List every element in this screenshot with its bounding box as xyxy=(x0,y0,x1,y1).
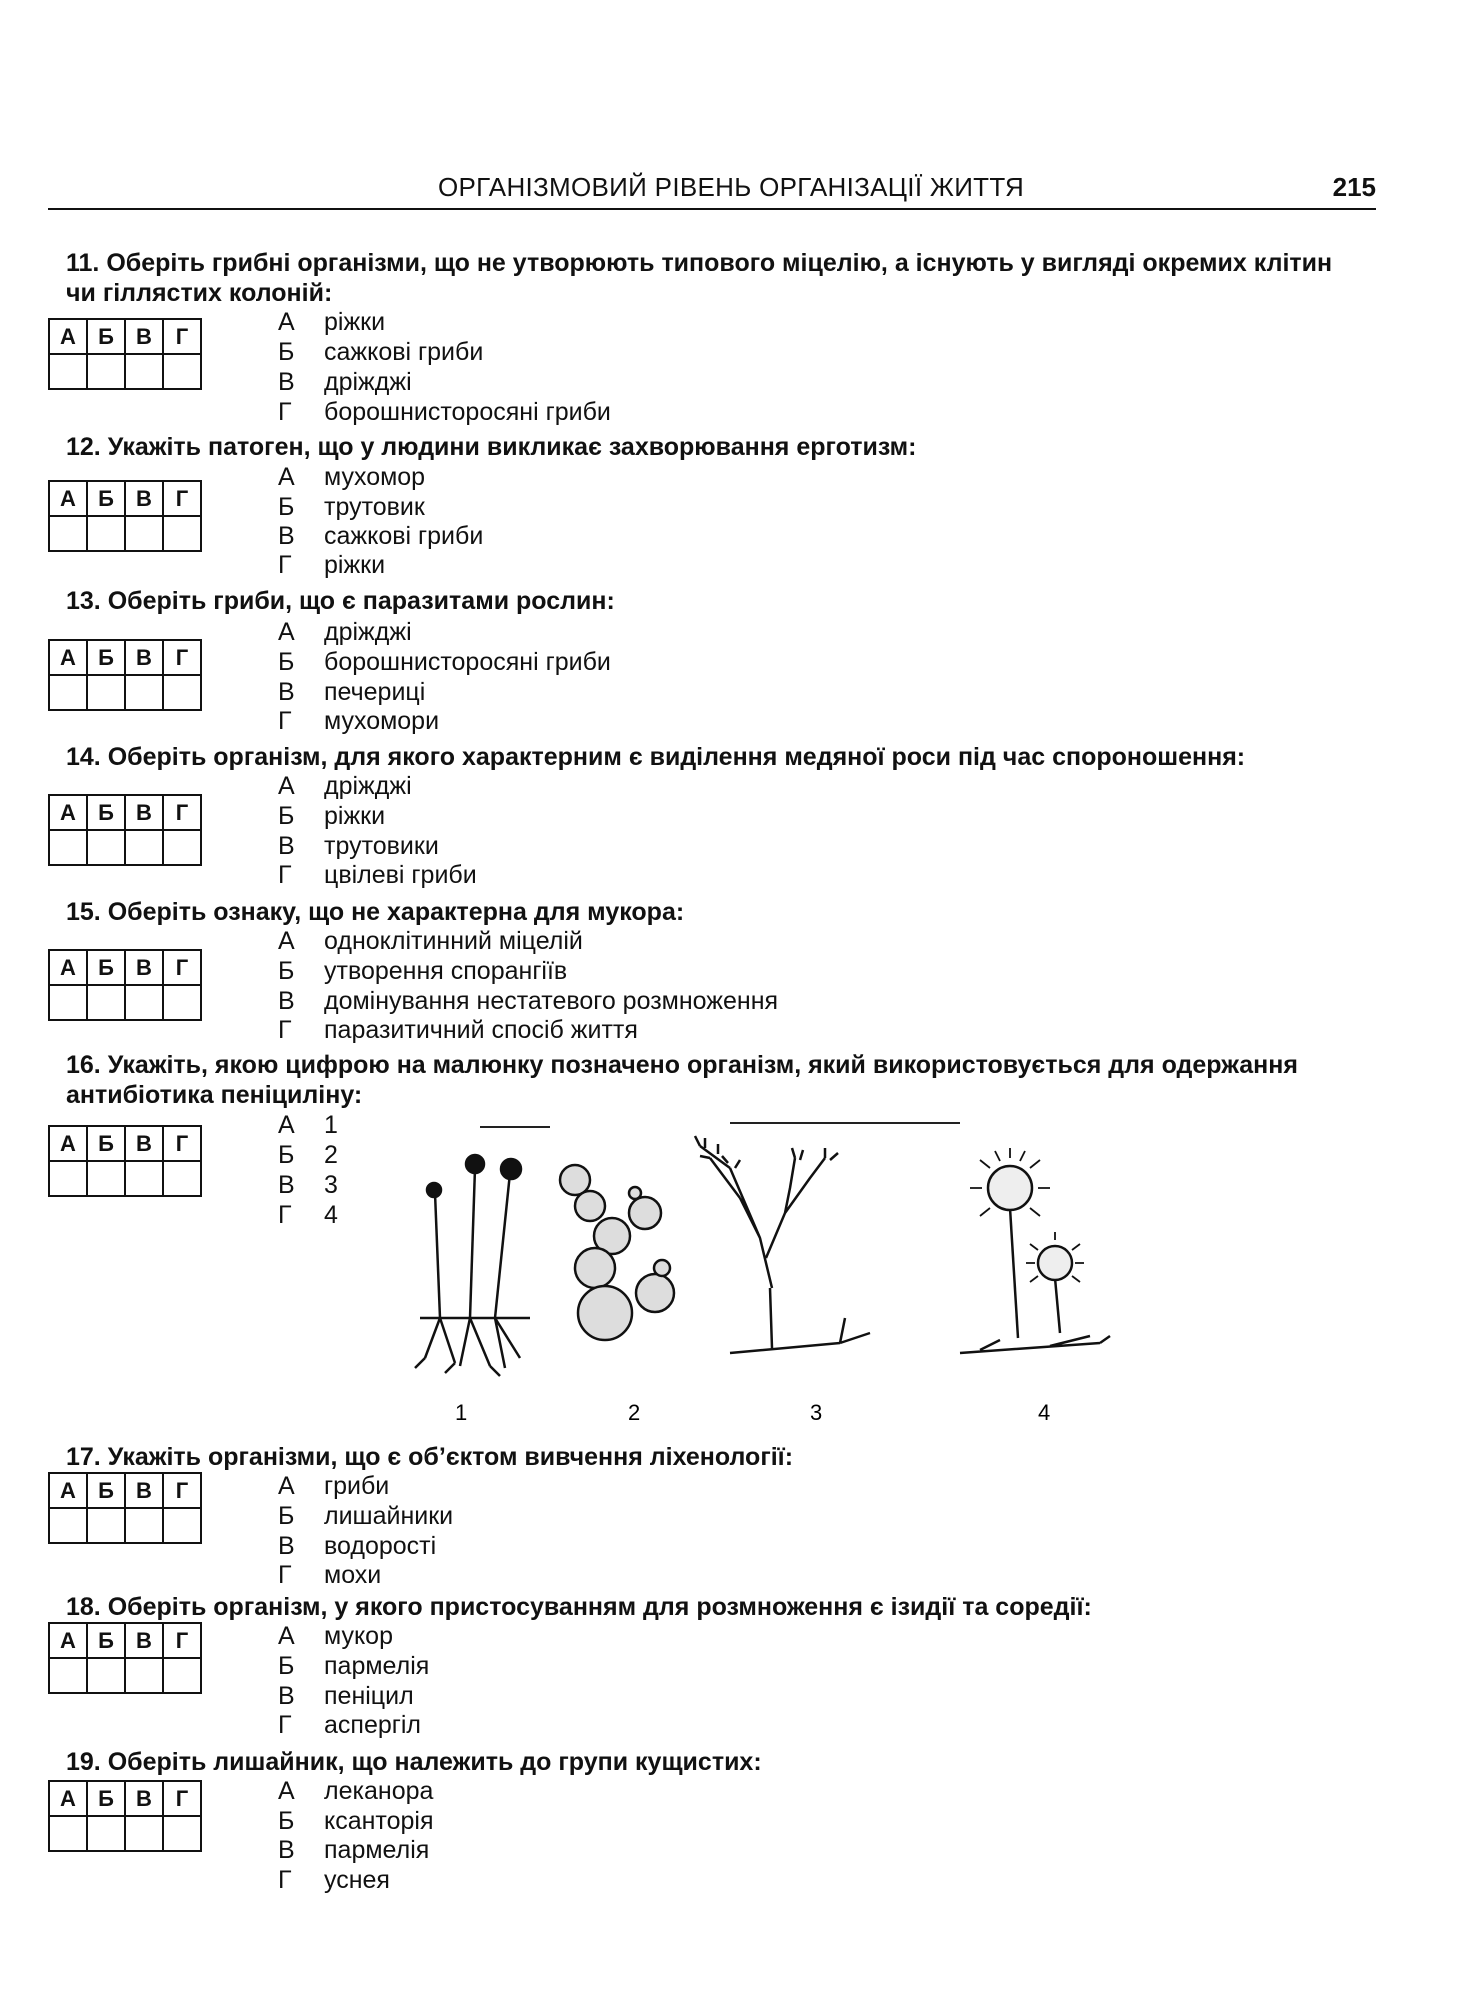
figure-label-2: 2 xyxy=(628,1400,641,1425)
option-letter: Г xyxy=(278,551,292,579)
option-letter: А xyxy=(278,772,295,800)
answer-cell-v[interactable] xyxy=(125,1816,163,1851)
option-letter: Б xyxy=(278,1502,295,1530)
answer-cell-v[interactable] xyxy=(125,1161,163,1196)
question-prompt: Укажіть патоген, що у людини викликає захворювання ерготизм: xyxy=(107,433,917,461)
option-letter: В xyxy=(278,1532,295,1560)
answer-cell-a[interactable] xyxy=(49,675,87,710)
question-number: 18. xyxy=(66,1593,101,1621)
answer-cell-b[interactable] xyxy=(87,830,125,865)
answer-cell-a[interactable] xyxy=(49,1816,87,1851)
answer-cell-a[interactable] xyxy=(49,354,87,389)
grid-header-a: А xyxy=(49,319,87,354)
option-text: паразитичний спосіб життя xyxy=(324,1016,638,1044)
figure-top-lines xyxy=(480,1123,960,1127)
option-text: борошнисторосяні гриби xyxy=(324,648,611,676)
option-text: уснея xyxy=(324,1866,390,1894)
option-text: мукор xyxy=(324,1622,393,1650)
answer-cell-g[interactable] xyxy=(163,1161,201,1196)
option-letter: Г xyxy=(278,707,292,735)
answer-cell-a[interactable] xyxy=(49,1508,87,1543)
question-prompt: Оберіть організм, для якого характерним є виділення медяної роси під час спороношення: xyxy=(107,743,1246,771)
grid-header-v: В xyxy=(125,795,163,830)
option-letter: Б xyxy=(278,957,295,985)
option-letter: А xyxy=(278,618,295,646)
option-letter: А xyxy=(278,1622,295,1650)
question-prompt: Оберіть гриби, що є паразитами рослин: xyxy=(107,587,615,615)
option-text: трутовик xyxy=(324,493,425,521)
option-text: дріжджі xyxy=(324,618,412,646)
answer-grid xyxy=(48,949,202,1021)
grid-header-v: В xyxy=(125,640,163,675)
option-text: леканора xyxy=(324,1777,434,1805)
answer-grid xyxy=(48,1780,202,1852)
answer-cell-b[interactable] xyxy=(87,985,125,1020)
answer-grid xyxy=(48,639,202,711)
answer-cell-g[interactable] xyxy=(163,830,201,865)
option-text: гриби xyxy=(324,1472,390,1500)
option-text: водорості xyxy=(324,1532,437,1560)
question-prompt: Оберіть ознаку, що не характерна для мукора: xyxy=(107,898,685,926)
option-letter: Г xyxy=(278,398,292,426)
question-prompt: Оберіть організм, у якого пристосуванням для розмноження є ізидії та соредії: xyxy=(107,1593,1092,1621)
grid-header-b: Б xyxy=(87,1473,125,1508)
answer-grid xyxy=(48,318,202,390)
answer-cell-b[interactable] xyxy=(87,1161,125,1196)
answer-grid xyxy=(48,1622,202,1694)
answer-cell-a[interactable] xyxy=(49,985,87,1020)
answer-cell-v[interactable] xyxy=(125,354,163,389)
answer-cell-g[interactable] xyxy=(163,675,201,710)
option-letter: В xyxy=(278,832,295,860)
figure-label-4: 4 xyxy=(1038,1400,1051,1425)
question-number: 12. xyxy=(66,433,101,461)
grid-header-b: Б xyxy=(87,1623,125,1658)
question-number: 17. xyxy=(66,1443,101,1471)
question-prompt: Укажіть організми, що є об’єктом вивчення ліхенології: xyxy=(107,1443,794,1471)
grid-header-b: Б xyxy=(87,640,125,675)
grid-header-a: А xyxy=(49,640,87,675)
option-text: пеніцил xyxy=(324,1682,414,1710)
question-text xyxy=(66,897,1356,927)
grid-header-g: Г xyxy=(163,481,201,516)
option-text: утворення спорангіїв xyxy=(324,957,568,985)
answer-cell-b[interactable] xyxy=(87,1816,125,1851)
option-letter: Г xyxy=(278,1201,292,1229)
option-letter: А xyxy=(278,463,295,491)
option-letter: Г xyxy=(278,1561,292,1589)
option-text: борошнисторосяні гриби xyxy=(324,398,611,426)
grid-header-a: А xyxy=(49,1781,87,1816)
question-number: 13. xyxy=(66,587,101,615)
option-text: сажкові гриби xyxy=(324,338,484,366)
answer-cell-g[interactable] xyxy=(163,516,201,551)
option-letter: А xyxy=(278,1777,295,1805)
option-text: мухомори xyxy=(324,707,440,735)
answer-cell-g[interactable] xyxy=(163,354,201,389)
grid-header-v: В xyxy=(125,950,163,985)
question-number: 19. xyxy=(66,1748,101,1776)
option-letter: В xyxy=(278,678,295,706)
grid-header-g: Г xyxy=(163,1781,201,1816)
grid-header-a: А xyxy=(49,1623,87,1658)
option-text: аспергіл xyxy=(324,1711,422,1739)
answer-cell-v[interactable] xyxy=(125,1508,163,1543)
grid-header-g: Г xyxy=(163,1623,201,1658)
option-letter: Б xyxy=(278,1807,295,1835)
option-text: печериці xyxy=(324,678,426,706)
option-letter: Г xyxy=(278,1016,292,1044)
option-text: 1 xyxy=(324,1111,338,1139)
option-text: домінування нестатевого розмноження xyxy=(324,987,779,1015)
answer-cell-v[interactable] xyxy=(125,1658,163,1693)
answer-cell-v[interactable] xyxy=(125,516,163,551)
question-text xyxy=(66,432,1356,462)
grid-header-g: Г xyxy=(163,795,201,830)
option-text: пармелія xyxy=(324,1836,430,1864)
option-letter: Б xyxy=(278,1141,295,1169)
question-text xyxy=(66,248,1356,308)
question-prompt: Оберіть грибні організми, що не утворюють типового міцелію, а існують у вигляді окремих клітин чи гіллястих колоній: xyxy=(66,249,1333,307)
answer-cell-g[interactable] xyxy=(163,1658,201,1693)
fungi-illustration xyxy=(400,1118,1120,1428)
option-letter: Г xyxy=(278,1711,292,1739)
answer-cell-b[interactable] xyxy=(87,1508,125,1543)
option-text: ріжки xyxy=(324,802,386,830)
answer-grid xyxy=(48,1125,202,1197)
grid-header-a: А xyxy=(49,481,87,516)
option-letter: Б xyxy=(278,493,295,521)
answer-cell-v[interactable] xyxy=(125,985,163,1020)
grid-header-v: В xyxy=(125,319,163,354)
option-text: мохи xyxy=(324,1561,382,1589)
option-text: сажкові гриби xyxy=(324,522,484,550)
option-letter: В xyxy=(278,522,295,550)
answer-cell-b[interactable] xyxy=(87,1658,125,1693)
option-text: мухомор xyxy=(324,463,426,491)
answer-cell-g[interactable] xyxy=(163,1816,201,1851)
grid-header-v: В xyxy=(125,1473,163,1508)
answer-cell-a[interactable] xyxy=(49,1658,87,1693)
grid-header-v: В xyxy=(125,1781,163,1816)
question-text xyxy=(66,1442,1356,1472)
question-text xyxy=(66,586,1356,616)
option-text: трутовики xyxy=(324,832,439,860)
grid-header-b: Б xyxy=(87,950,125,985)
page-number: 215 xyxy=(1332,172,1376,202)
question-text xyxy=(66,742,1356,772)
answer-cell-a[interactable] xyxy=(49,516,87,551)
option-letter: Б xyxy=(278,1652,295,1680)
option-text: дріжджі xyxy=(324,772,412,800)
option-letter: В xyxy=(278,1171,295,1199)
option-text: 3 xyxy=(324,1171,338,1199)
answer-grid xyxy=(48,1472,202,1544)
option-letter: А xyxy=(278,1472,295,1500)
question-text xyxy=(66,1747,1356,1777)
answer-cell-v[interactable] xyxy=(125,830,163,865)
option-text: одноклітинний міцелій xyxy=(324,927,583,955)
grid-header-g: Г xyxy=(163,640,201,675)
option-letter: А xyxy=(278,308,295,336)
grid-header-g: Г xyxy=(163,1473,201,1508)
option-letter: Б xyxy=(278,648,295,676)
answer-cell-g[interactable] xyxy=(163,1508,201,1543)
answer-grid xyxy=(48,480,202,552)
option-text: 2 xyxy=(324,1141,338,1169)
question-prompt: Оберіть лишайник, що належить до групи кущистих: xyxy=(107,1748,762,1776)
option-letter: В xyxy=(278,368,295,396)
answer-cell-g[interactable] xyxy=(163,985,201,1020)
question-text xyxy=(66,1050,1356,1110)
option-text: цвілеві гриби xyxy=(324,861,477,889)
option-text: ріжки xyxy=(324,551,386,579)
option-letter: Б xyxy=(278,338,295,366)
option-letter: В xyxy=(278,1836,295,1864)
option-text: ксанторія xyxy=(324,1807,434,1835)
answer-cell-v[interactable] xyxy=(125,675,163,710)
answer-grid xyxy=(48,794,202,866)
organism-3-penicillium xyxy=(695,1136,870,1353)
question-number: 11. xyxy=(66,249,100,277)
question-number: 16. xyxy=(66,1051,101,1079)
figure-label-3: 3 xyxy=(810,1400,823,1425)
question-number: 15. xyxy=(66,898,101,926)
page-title: ОРГАНІЗМОВИЙ РІВЕНЬ ОРГАНІЗАЦІЇ ЖИТТЯ xyxy=(438,172,1025,202)
answer-cell-a[interactable] xyxy=(49,830,87,865)
organism-2-yeast xyxy=(560,1165,674,1340)
option-text: дріжджі xyxy=(324,368,412,396)
grid-header-g: Г xyxy=(163,319,201,354)
grid-header-b: Б xyxy=(87,481,125,516)
organism-4-aspergillus xyxy=(960,1148,1110,1353)
answer-cell-b[interactable] xyxy=(87,675,125,710)
option-text: лишайники xyxy=(324,1502,454,1530)
option-letter: Г xyxy=(278,1866,292,1894)
option-letter: Г xyxy=(278,861,292,889)
grid-header-g: Г xyxy=(163,1126,201,1161)
grid-header-v: В xyxy=(125,481,163,516)
question-number: 14. xyxy=(66,743,101,771)
option-letter: Б xyxy=(278,802,295,830)
grid-header-a: А xyxy=(49,1126,87,1161)
fungi-figure xyxy=(400,1118,1120,1428)
option-text: пармелія xyxy=(324,1652,430,1680)
answer-cell-b[interactable] xyxy=(87,516,125,551)
option-text: 4 xyxy=(324,1201,338,1229)
question-text xyxy=(66,1592,1356,1622)
answer-cell-b[interactable] xyxy=(87,354,125,389)
option-letter: В xyxy=(278,1682,295,1710)
grid-header-v: В xyxy=(125,1126,163,1161)
page-header xyxy=(48,168,1376,210)
question-prompt: Укажіть, якою цифрою на малюнку позначено організм, який використовується для одержання антибіотика пеніциліну: xyxy=(66,1051,1298,1109)
option-letter: А xyxy=(278,1111,295,1139)
option-letter: В xyxy=(278,987,295,1015)
figure-label-1: 1 xyxy=(455,1400,468,1425)
grid-header-a: А xyxy=(49,950,87,985)
grid-header-b: Б xyxy=(87,1126,125,1161)
grid-header-a: А xyxy=(49,795,87,830)
grid-header-v: В xyxy=(125,1623,163,1658)
grid-header-g: Г xyxy=(163,950,201,985)
grid-header-a: А xyxy=(49,1473,87,1508)
grid-header-b: Б xyxy=(87,795,125,830)
answer-cell-a[interactable] xyxy=(49,1161,87,1196)
grid-header-b: Б xyxy=(87,319,125,354)
organism-1-mucor xyxy=(415,1155,530,1376)
grid-header-b: Б xyxy=(87,1781,125,1816)
option-text: ріжки xyxy=(324,308,386,336)
option-letter: А xyxy=(278,927,295,955)
